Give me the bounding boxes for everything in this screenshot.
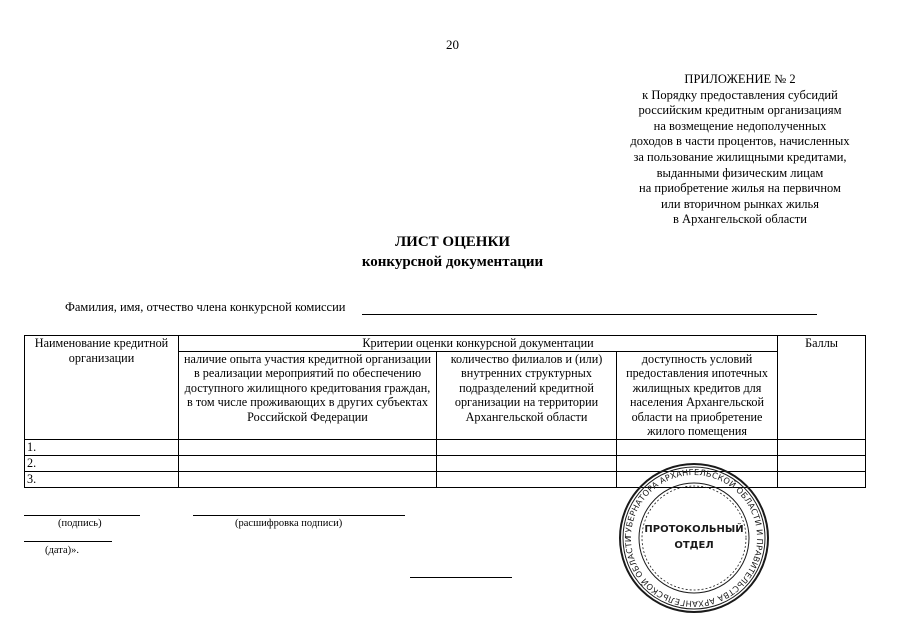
table-cell[interactable]	[179, 439, 437, 455]
appendix-line: доходов в части процентов, начисленных	[630, 134, 850, 149]
appendix-line: или вторичном рынках жилья	[660, 196, 819, 211]
office-stamp	[618, 462, 770, 614]
member-name-label: Фамилия, имя, отчество члена конкурсной комиссии	[65, 300, 346, 314]
stamp-ring-text: ГУБЕРНАТОРА АРХАНГЕЛЬСКОЙ ОБЛАСТИ И ПРАВИТЕЛЬСТВА АРХАНГЕЛЬСКОЙ ОБЛАСТИ	[622, 466, 766, 610]
criterion-availability: доступность условий предоставления ипотечных жилищных кредитов для населения Архангельской области на приобретение жилого помещения	[617, 351, 778, 439]
signature-decode-line[interactable]	[193, 515, 405, 516]
page-number: 20	[446, 37, 459, 52]
criterion-experience: наличие опыта участия кредитной организации в реализации мероприятий по обеспечению доступного жилищного кредитования граждан, в том числе проживающих в других субъектах Российской Федерации	[179, 351, 437, 439]
stamp-center-line-1: ПРОТОКОЛЬНЫЙ	[644, 524, 744, 535]
appendix-line: ПРИЛОЖЕНИЕ № 2	[684, 72, 796, 86]
bottom-separator-line	[410, 577, 512, 578]
document-title	[0, 232, 905, 272]
appendix-line: на приобретение жилья на первичном	[639, 181, 841, 196]
header-org-name: Наименование кредитной организации	[25, 336, 179, 440]
signature-decode-caption: (расшифровка подписи)	[235, 518, 343, 529]
title-line-2: конкурсной документации	[361, 254, 544, 270]
table-row	[25, 439, 866, 455]
appendix-line: российским кредитным организациям	[638, 103, 842, 118]
table-cell[interactable]	[778, 439, 866, 455]
member-name-line[interactable]	[362, 314, 817, 315]
title-line-1: ЛИСТ ОЦЕНКИ	[395, 234, 510, 250]
table-cell[interactable]	[437, 439, 617, 455]
header-points: Баллы	[778, 336, 866, 440]
appendix-line: к Порядку предоставления субсидий	[642, 87, 838, 102]
date-caption: (дата)».	[45, 545, 79, 556]
appendix-line: выданными физическим лицам	[656, 165, 824, 180]
table-cell[interactable]	[179, 455, 437, 471]
signature-caption: (подпись)	[58, 518, 102, 529]
row-number: 1.	[25, 439, 179, 455]
criterion-branches: количество филиалов и (или) внутренних структурных подразделений кредитной организации на территории Архангельской области	[437, 351, 617, 439]
table-cell[interactable]	[179, 471, 437, 487]
appendix-line: за пользование жилищными кредитами,	[633, 149, 847, 164]
appendix-block	[615, 72, 865, 228]
table-cell[interactable]	[778, 455, 866, 471]
stamp-seal	[618, 462, 770, 614]
date-line[interactable]	[24, 541, 112, 542]
header-criteria: Критерии оценки конкурсной документации	[179, 336, 778, 352]
signature-line[interactable]	[24, 515, 140, 516]
svg-text:ГУБЕРНАТОРА АРХАНГЕЛЬСКОЙ ОБЛА	[618, 462, 765, 609]
table-header-row	[25, 336, 866, 352]
table-cell[interactable]	[437, 455, 617, 471]
row-number: 3.	[25, 471, 179, 487]
table-cell[interactable]	[778, 471, 866, 487]
row-number: 2.	[25, 455, 179, 471]
table-cell[interactable]	[437, 471, 617, 487]
appendix-line: на возмещение недополученных	[653, 118, 827, 133]
appendix-line: в Архангельской области	[673, 212, 807, 227]
stamp-center-line-2: ОТДЕЛ	[674, 540, 714, 551]
table-cell[interactable]	[617, 439, 778, 455]
